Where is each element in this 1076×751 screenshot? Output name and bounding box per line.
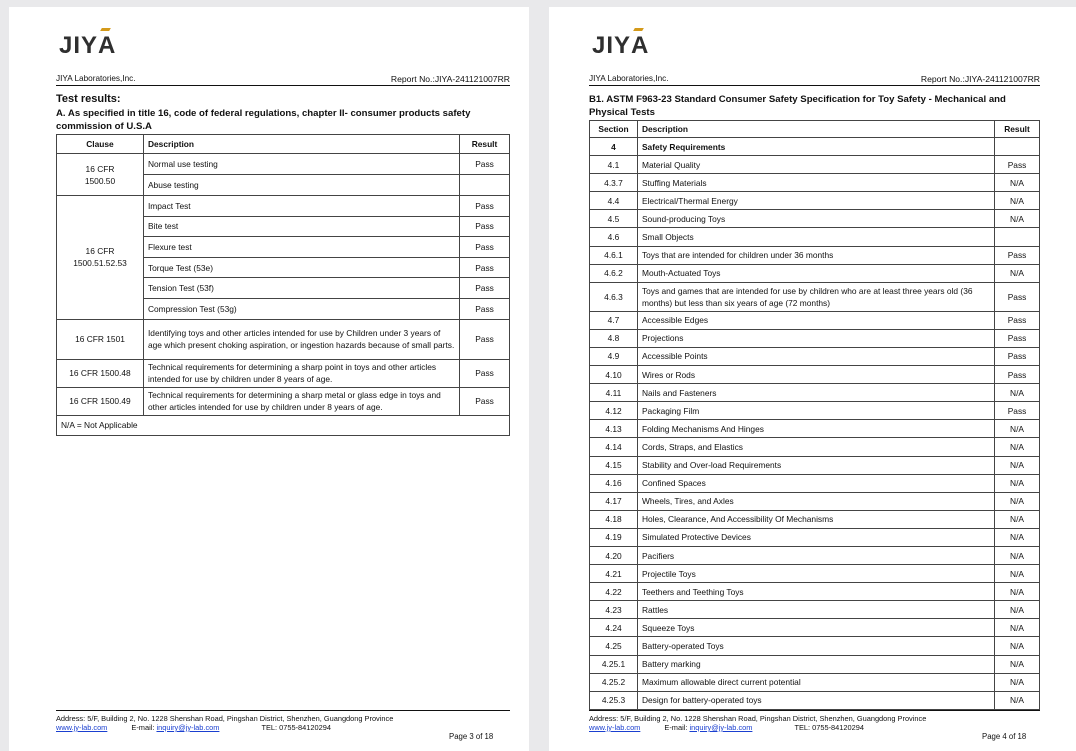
table-row: [590, 637, 1040, 655]
table-row: [57, 387, 510, 415]
description-cell: Battery-operated Toys: [637, 637, 994, 655]
description-cell: Accessible Edges: [637, 311, 994, 329]
description-cell: Folding Mechanisms And Hinges: [637, 420, 994, 438]
clause-cell: 16 CFR 1500.48: [57, 359, 144, 387]
section-cell: 4.5: [590, 210, 638, 228]
section-cell: 4.1: [590, 156, 638, 174]
section-cell: 4.25.2: [590, 673, 638, 691]
section-b1-heading: B1. ASTM F963-23 Standard Consumer Safety Specification for Toy Safety - Mechanical and Physical Tests: [589, 94, 1006, 118]
description-cell: Maximum allowable direct current potential: [637, 673, 994, 691]
result-cell: Pass: [460, 359, 510, 387]
description-cell: Compression Test (53g): [143, 298, 459, 319]
section-cell: 4.22: [590, 583, 638, 601]
result-cell: N/A: [995, 655, 1040, 673]
website-link[interactable]: www.jy-lab.com: [589, 723, 641, 732]
table-row: [590, 438, 1040, 456]
table-row: [590, 311, 1040, 329]
result-cell: Pass: [995, 156, 1040, 174]
section-cell: 4.6: [590, 228, 638, 246]
section-cell: 4.25.3: [590, 691, 638, 709]
result-cell: Pass: [995, 366, 1040, 384]
table-row: [590, 474, 1040, 492]
section-cell: 4.21: [590, 565, 638, 583]
description-cell: Design for battery-operated toys: [637, 691, 994, 709]
result-cell: N/A: [995, 528, 1040, 546]
result-cell: N/A: [995, 583, 1040, 601]
result-cell: N/A: [995, 510, 1040, 528]
footer: [589, 714, 926, 732]
result-cell: N/A: [995, 264, 1040, 282]
page-header: [589, 74, 1040, 86]
section-cell: 4.20: [590, 546, 638, 564]
result-cell: [995, 228, 1040, 246]
description-cell: Abuse testing: [143, 175, 459, 196]
col-clause: Clause: [57, 135, 144, 154]
description-cell: Toys and games that are intended for use by children who are at least three years old (36 months) but less than six years of age (72 months): [637, 282, 994, 311]
description-cell: Simulated Protective Devices: [637, 528, 994, 546]
footer: [56, 714, 393, 732]
result-cell: N/A: [995, 492, 1040, 510]
report-number: Report No.:JIYA-241121007RR: [920, 74, 1040, 84]
description-cell: Flexure test: [143, 237, 459, 258]
description-cell: Rattles: [637, 601, 994, 619]
company-name: JIYA Laboratories,Inc.: [56, 74, 136, 83]
table-row: [57, 359, 510, 387]
table-row: [590, 156, 1040, 174]
col-description: Description: [143, 135, 459, 154]
description-cell: Battery marking: [637, 655, 994, 673]
description-cell: Normal use testing: [143, 154, 459, 175]
table-row: [590, 456, 1040, 474]
result-cell: N/A: [995, 384, 1040, 402]
result-cell: N/A: [995, 637, 1040, 655]
description-cell: Identifying toys and other articles intended for use by Children under 3 years of age which present choking aspiration, or ingestion hazards because of small parts.: [143, 319, 459, 359]
description-cell: Toys that are intended for children under 36 months: [637, 246, 994, 264]
result-cell: Pass: [460, 196, 510, 217]
table-row: [590, 546, 1040, 564]
clause-cell: 16 CFR 1500.50: [57, 154, 144, 196]
result-cell: N/A: [995, 438, 1040, 456]
report-page-3: [9, 7, 529, 751]
result-cell: N/A: [995, 601, 1040, 619]
description-cell: Holes, Clearance, And Accessibility Of Mechanisms: [637, 510, 994, 528]
section-cell: 4.14: [590, 438, 638, 456]
section-cell: 4.15: [590, 456, 638, 474]
table-row: [590, 210, 1040, 228]
footer-address: Address: 5/F, Building 2, No. 1228 Shenshan Road, Pingshan District, Shenzhen, Guangdong Province: [589, 714, 927, 723]
description-cell: Technical requirements for determining a sharp metal or glass edge in toys and other articles intended for use by children under 8 years of age.: [143, 387, 459, 415]
table-row: [590, 366, 1040, 384]
table-row: [590, 192, 1040, 210]
description-cell: Confined Spaces: [637, 474, 994, 492]
cfr-results-table: [56, 134, 510, 436]
result-cell: Pass: [460, 154, 510, 175]
email-label: E-mail:: [664, 723, 688, 732]
description-cell: Tension Test (53f): [143, 278, 459, 299]
result-cell: N/A: [995, 619, 1040, 637]
result-cell: N/A: [995, 474, 1040, 492]
table-row: [590, 347, 1040, 365]
description-cell: Cords, Straps, and Elastics: [637, 438, 994, 456]
astm-results-table: [589, 120, 1040, 710]
email-label: E-mail:: [131, 723, 155, 732]
footer-divider: [56, 710, 510, 711]
table-row: [590, 329, 1040, 347]
description-cell: Nails and Fasteners: [637, 384, 994, 402]
footer-address: Address: 5/F, Building 2, No. 1228 Shenshan Road, Pingshan District, Shenzhen, Guangdong Province: [56, 714, 394, 723]
table-row: [57, 154, 510, 175]
table-row: [590, 492, 1040, 510]
section-cell: 4: [590, 138, 638, 156]
result-cell: Pass: [995, 347, 1040, 365]
description-cell: Projectile Toys: [637, 565, 994, 583]
col-result: Result: [995, 121, 1040, 138]
result-cell: N/A: [995, 456, 1040, 474]
footer-divider: [589, 710, 1040, 711]
clause-cell: 16 CFR 1500.49: [57, 387, 144, 415]
result-cell: Pass: [995, 402, 1040, 420]
description-cell: Pacifiers: [637, 546, 994, 564]
result-cell: N/A: [995, 691, 1040, 709]
table-row: [590, 174, 1040, 192]
result-cell: N/A: [995, 565, 1040, 583]
footer-tel: TEL: 0755-84120294: [261, 723, 331, 732]
test-results-heading: Test results:: [56, 93, 121, 105]
table-row: [57, 319, 510, 359]
table-row: [590, 583, 1040, 601]
description-cell: Teethers and Teething Toys: [637, 583, 994, 601]
result-cell: Pass: [460, 257, 510, 278]
table-row: [590, 228, 1040, 246]
description-cell: Wheels, Tires, and Axles: [637, 492, 994, 510]
table-row: [590, 528, 1040, 546]
description-cell: Wires or Rods: [637, 366, 994, 384]
result-cell: N/A: [995, 546, 1040, 564]
section-cell: 4.24: [590, 619, 638, 637]
section-cell: 4.17: [590, 492, 638, 510]
description-cell: Electrical/Thermal Energy: [637, 192, 994, 210]
table-row: [590, 510, 1040, 528]
description-cell: Squeeze Toys: [637, 619, 994, 637]
table-row: [590, 282, 1040, 311]
result-cell: Pass: [460, 298, 510, 319]
description-cell: Technical requirements for determining a sharp point in toys and other articles intended for use by children under 8 years of age.: [143, 359, 459, 387]
section-cell: 4.4: [590, 192, 638, 210]
table-row: [590, 655, 1040, 673]
section-cell: 4.19: [590, 528, 638, 546]
jiya-logo: JIYA: [592, 32, 650, 59]
section-cell: 4.12: [590, 402, 638, 420]
table-row: [590, 138, 1040, 156]
page-number: Page 3 of 18: [449, 732, 494, 741]
description-cell: Bite test: [143, 216, 459, 237]
table-row: [590, 402, 1040, 420]
section-cell: 4.6.1: [590, 246, 638, 264]
result-cell: [460, 175, 510, 196]
section-cell: 4.7: [590, 311, 638, 329]
section-cell: 4.18: [590, 510, 638, 528]
table-row: [590, 264, 1040, 282]
clause-cell: 16 CFR 1500.51.52.53: [57, 196, 144, 320]
result-cell: Pass: [995, 246, 1040, 264]
result-cell: Pass: [460, 387, 510, 415]
report-page-4: [549, 7, 1076, 751]
section-cell: 4.8: [590, 329, 638, 347]
section-cell: 4.9: [590, 347, 638, 365]
description-cell: Torque Test (53e): [143, 257, 459, 278]
section-cell: 4.6.3: [590, 282, 638, 311]
section-cell: 4.25.1: [590, 655, 638, 673]
description-cell: Stability and Over-load Requirements: [637, 456, 994, 474]
jiya-logo: JIYA: [59, 32, 117, 59]
result-cell: Pass: [460, 237, 510, 258]
section-cell: 4.23: [590, 601, 638, 619]
description-cell: Projections: [637, 329, 994, 347]
result-cell: Pass: [460, 278, 510, 299]
table-row: [590, 673, 1040, 691]
result-cell: N/A: [995, 174, 1040, 192]
description-cell: Sound-producing Toys: [637, 210, 994, 228]
table-row: [590, 691, 1040, 709]
section-cell: 4.16: [590, 474, 638, 492]
result-cell: Pass: [460, 216, 510, 237]
result-cell: N/A: [995, 673, 1040, 691]
result-cell: Pass: [460, 319, 510, 359]
section-a-heading: A. As specified in title 16, code of federal regulations, chapter II- consumer products safety commission of U.S.A: [56, 108, 471, 132]
description-cell: Mouth-Actuated Toys: [637, 264, 994, 282]
company-name: JIYA Laboratories,Inc.: [589, 74, 669, 83]
result-cell: N/A: [995, 420, 1040, 438]
table-row: [590, 619, 1040, 637]
section-cell: 4.25: [590, 637, 638, 655]
result-cell: Pass: [995, 329, 1040, 347]
result-cell: Pass: [995, 282, 1040, 311]
footer-tel: TEL: 0755-84120294: [794, 723, 864, 732]
page-number: Page 4 of 18: [982, 732, 1027, 741]
description-cell: Packaging Film: [637, 402, 994, 420]
report-number: Report No.:JIYA-241121007RR: [390, 74, 510, 84]
section-cell: 4.13: [590, 420, 638, 438]
section-cell: 4.6.2: [590, 264, 638, 282]
table-row: [590, 565, 1040, 583]
section-cell: 4.11: [590, 384, 638, 402]
table-row: [57, 196, 510, 217]
description-cell: Impact Test: [143, 196, 459, 217]
description-cell: Stuffing Materials: [637, 174, 994, 192]
result-cell: Pass: [995, 311, 1040, 329]
table-row: [590, 601, 1040, 619]
col-section: Section: [590, 121, 638, 138]
result-cell: N/A: [995, 192, 1040, 210]
description-cell: Material Quality: [637, 156, 994, 174]
website-link[interactable]: www.jy-lab.com: [56, 723, 108, 732]
col-description: Description: [637, 121, 994, 138]
result-cell: N/A: [995, 210, 1040, 228]
email-link[interactable]: inquiry@jy-lab.com: [156, 723, 220, 732]
table-row: [590, 246, 1040, 264]
result-cell: [995, 138, 1040, 156]
table-row: [590, 420, 1040, 438]
description-cell: Small Objects: [637, 228, 994, 246]
section-cell: 4.10: [590, 366, 638, 384]
col-result: Result: [460, 135, 510, 154]
section-cell: 4.3.7: [590, 174, 638, 192]
description-cell: Safety Requirements: [637, 138, 994, 156]
description-cell: Accessible Points: [637, 347, 994, 365]
page-header: [56, 74, 510, 86]
clause-cell: 16 CFR 1501: [57, 319, 144, 359]
table-row: [590, 384, 1040, 402]
na-note: N/A = Not Applicable: [57, 415, 510, 435]
email-link[interactable]: inquiry@jy-lab.com: [689, 723, 753, 732]
